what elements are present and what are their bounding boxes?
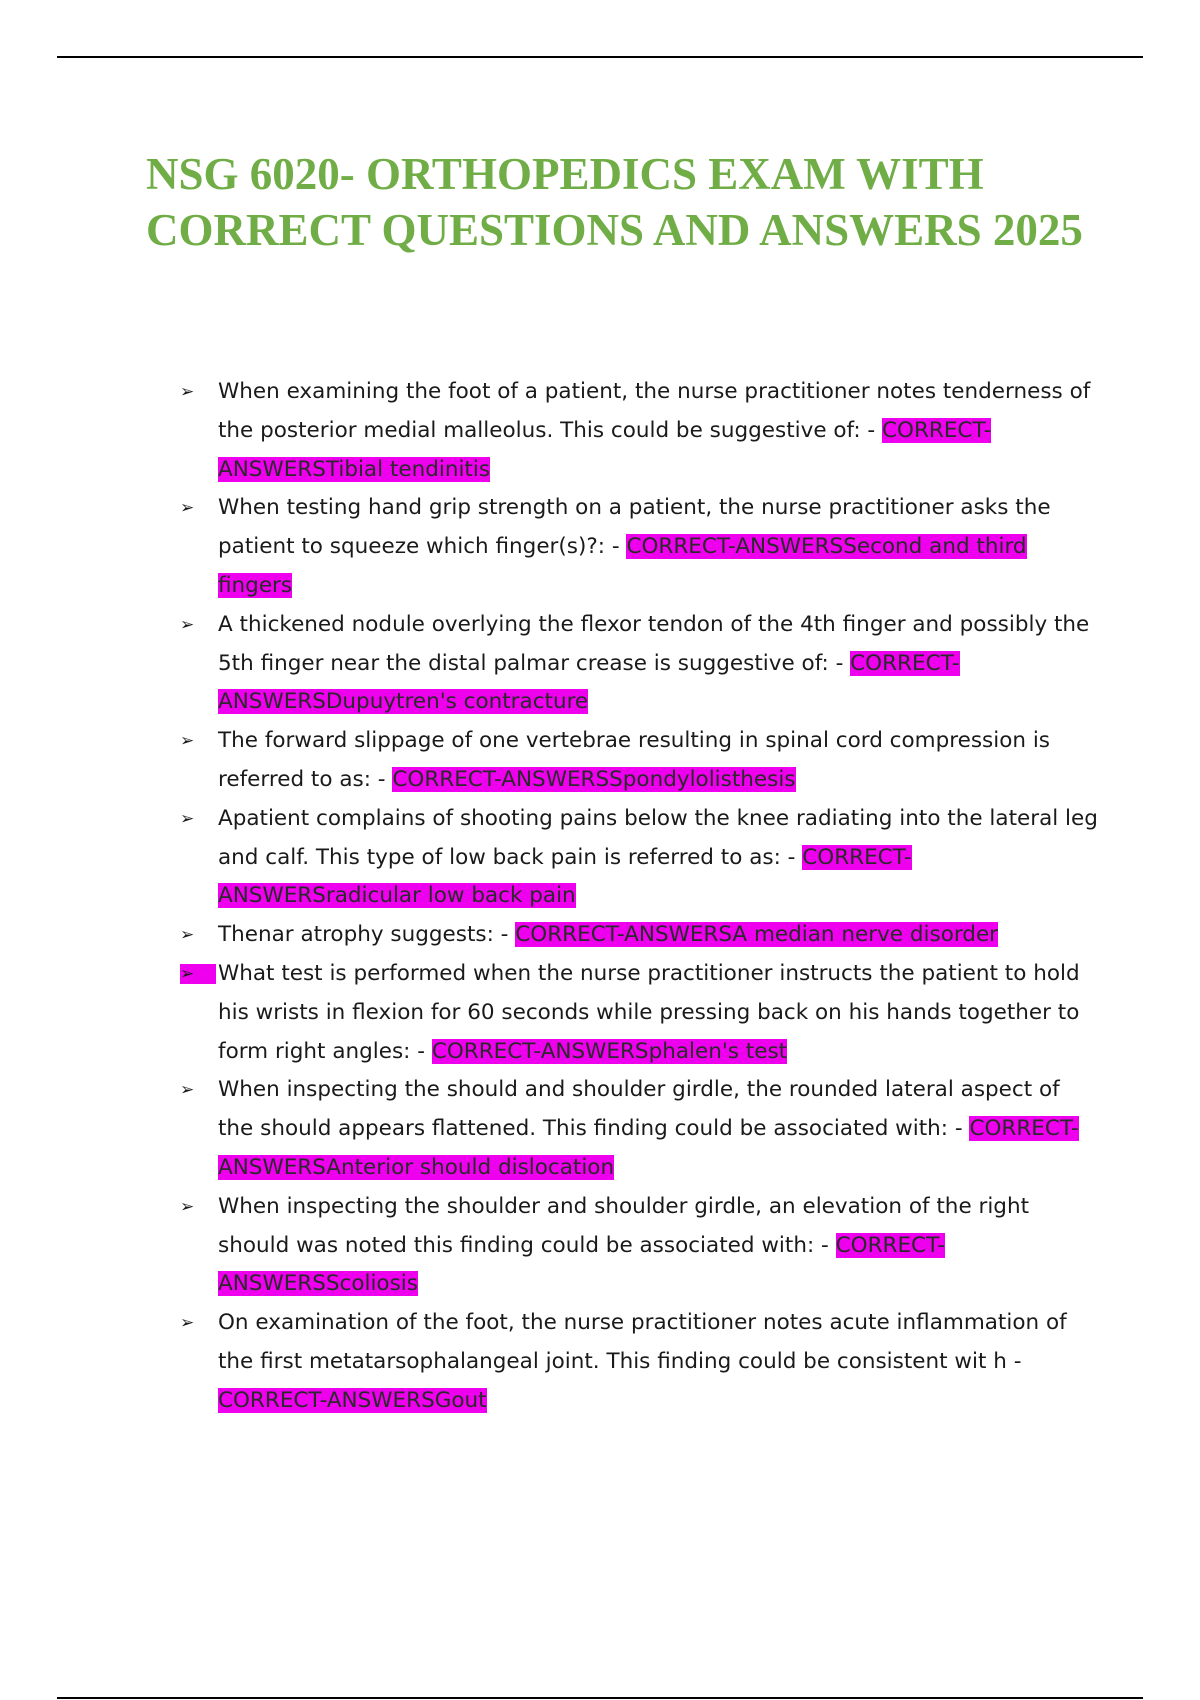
question-text: What test is performed when the nurse practitioner instructs the patient to hold his wrists in flexion for 60 seconds while pressing back on his hands together to form right angles: - [218, 960, 1080, 1064]
answer-text: CORRECT-ANSWERSA median nerve disorder [515, 922, 999, 948]
list-item [180, 489, 1100, 605]
answer-text: CORRECT-ANSWERSAnterior should dislocation [218, 1116, 1079, 1180]
list-item [180, 1188, 1100, 1304]
arrow-bullet-icon: ➢ [180, 808, 195, 829]
list-item [180, 1304, 1100, 1420]
arrow-bullet-icon: ➢ [180, 614, 195, 635]
question-text: When examining the foot of a patient, the nurse practitioner notes tenderness of the posterior medial malleolus. This could be suggestive of: - [218, 379, 1091, 443]
answer-text: CORRECT-ANSWERSSecond and third fingers [218, 534, 1027, 598]
answer-text: CORRECT-ANSWERSradicular low back pain [218, 844, 912, 909]
arrow-bullet-icon: ➢ [180, 1196, 195, 1217]
header-rule [57, 56, 1143, 58]
question-text: When testing hand grip strength on a patient, the nurse practitioner asks the patient to squeeze which finger(s)?: - [218, 495, 1051, 560]
question-text: The forward slippage of one vertebrae resulting in spinal cord compression is referred to as: - [218, 728, 1051, 792]
arrow-bullet-icon: ➢ [180, 1080, 195, 1101]
answer-text: CORRECT-ANSWERSGout [218, 1387, 487, 1413]
arrow-bullet-icon: ➢ [180, 1313, 195, 1334]
list-item [180, 800, 1100, 916]
answer-text: CORRECT-ANSWERSSpondylolisthesis [392, 766, 796, 792]
question-text: Apatient complains of shooting pains below the knee radiating into the lateral leg and calf. This type of low back pain is referred to as: - [218, 805, 1098, 870]
list-item [180, 373, 1100, 489]
list-item [180, 955, 1100, 1071]
document-title: NSG 6020- ORTHOPEDICS EXAM WITH CORRECT QUESTIONS AND ANSWERS 2025 [146, 149, 1083, 255]
arrow-bullet-icon: ➢ [180, 382, 195, 402]
arrow-bullet-icon: ➢ [180, 731, 195, 752]
arrow-bullet-icon: ➢ [180, 925, 195, 946]
question-text: Thenar atrophy suggests: - [218, 922, 509, 948]
arrow-bullet-icon: ➢ [180, 498, 195, 519]
answer-text: CORRECT-ANSWERSTibial tendinitis [218, 417, 992, 482]
answer-text: CORRECT-ANSWERSphalen's test [431, 1038, 788, 1064]
question-list [180, 373, 1100, 1421]
question-text: When inspecting the shoulder and shoulder girdle, an elevation of the right should was noted this finding could be associated with: - [218, 1193, 1030, 1258]
answer-text: CORRECT-ANSWERSDupuytren's contracture [218, 650, 960, 715]
list-item [180, 916, 1100, 955]
list-item [180, 722, 1100, 800]
question-text: On examination of the foot, the nurse practitioner notes acute inflammation of the first metatarsophalangeal joint. This finding could be consistent wit h - [218, 1310, 1067, 1374]
question-text: A thickened nodule overlying the flexor tendon of the 4th finger and possibly the 5th finger near the distal palmar crease is suggestive of: - [218, 611, 1090, 676]
question-text: When inspecting the should and shoulder girdle, the rounded lateral aspect of the should appears flattened. This finding could be associated with: - [218, 1077, 1060, 1142]
footer-rule [57, 1697, 1143, 1699]
arrow-bullet-icon: ➢ [180, 964, 216, 984]
list-item [180, 1071, 1100, 1187]
list-item [180, 606, 1100, 722]
answer-text: CORRECT-ANSWERSScoliosis [218, 1232, 945, 1297]
